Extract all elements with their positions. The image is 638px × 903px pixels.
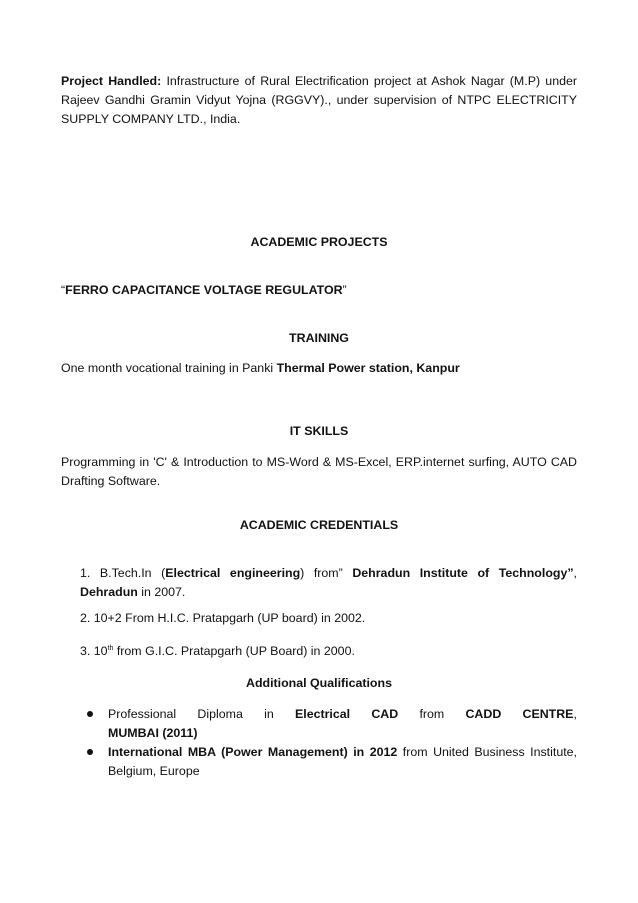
word: in <box>264 707 274 721</box>
word: Professional <box>108 707 177 721</box>
credential-3-text: from G.I.C. Pratapgarh (UP Board) in 2000. <box>113 644 355 658</box>
credential-1-text: 1. B.Tech.In ( <box>80 566 166 580</box>
bullet-icon <box>87 711 93 717</box>
list-item <box>87 743 577 781</box>
additional-qualifications-list <box>87 705 577 781</box>
academic-credentials-heading: ACADEMIC CREDENTIALS <box>239 518 399 532</box>
credential-1-degree: Electrical engineering <box>165 566 301 580</box>
project-handled-text: Infrastructure of Rural Electrification project at Ashok Nagar (M.P) under Rajeev Gandhi Gramin Vidyut Yojna (RGGVY)., under supervision of NTPC ELECTRICITY SUPPLY COMPANY LTD., India. <box>61 74 577 126</box>
credential-1-text: ) from” <box>300 566 353 580</box>
open-quote: “ <box>61 283 66 297</box>
credential-3-superscript: th <box>107 644 114 652</box>
qualification-2-text: from United Business Institute, Belgium, Europe <box>108 745 577 778</box>
academic-project-title: FERRO CAPACITANCE VOLTAGE REGULATOR <box>65 283 343 297</box>
word: Diploma <box>197 707 243 721</box>
word: CAD <box>371 707 399 721</box>
it-skills-text: Programming in 'C' & Introduction to MS-Word & MS-Excel, ERP.internet surfing, AUTO CAD Drafting Software. <box>61 455 577 488</box>
credential-item-3 <box>80 642 577 661</box>
credential-item-1 <box>80 564 577 602</box>
credential-3-text: 3. 10 <box>80 644 108 658</box>
close-quote: ” <box>342 283 347 297</box>
bullet-icon <box>87 749 93 755</box>
credential-item-2: 2. 10+2 From H.I.C. Pratapgarh (UP board) in 2002. <box>80 611 366 625</box>
qualification-1-line-1 <box>108 705 577 724</box>
word-group <box>523 705 577 724</box>
qualification-1-line-2 <box>108 724 577 743</box>
training-text-bold: Thermal Power station, Kanpur <box>276 361 460 375</box>
credential-1-text: , <box>573 566 577 580</box>
qualification-2-title: International MBA (Power Management) in 2012 <box>108 745 398 759</box>
word: CENTRE <box>522 707 574 721</box>
word: CADD <box>465 707 502 721</box>
credential-1-text: in 2007. <box>137 585 186 599</box>
training-text-plain: One month vocational training in Panki <box>61 361 277 375</box>
punctuation: , <box>573 707 577 721</box>
it-skills-heading: IT SKILLS <box>289 424 349 438</box>
project-handled-paragraph <box>61 72 577 129</box>
word: Electrical <box>295 707 351 721</box>
training-heading: TRAINING <box>289 331 349 345</box>
list-item <box>87 705 577 743</box>
credential-1-institute: Dehradun Institute of Technology” <box>352 566 574 580</box>
academic-projects-heading: ACADEMIC PROJECTS <box>250 235 388 249</box>
project-handled-label: Project Handled: <box>61 74 162 88</box>
word: from <box>419 707 445 721</box>
training-text <box>61 359 577 378</box>
additional-qualifications-heading: Additional Qualifications <box>246 676 392 690</box>
word: MUMBAI (2011) <box>108 726 198 740</box>
academic-project-title-line <box>61 281 577 300</box>
credential-1-city: Dehradun <box>80 585 138 599</box>
